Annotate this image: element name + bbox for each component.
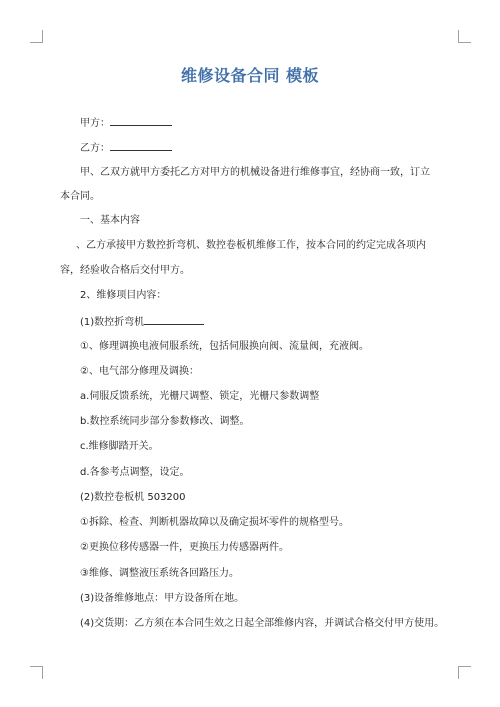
sub1-heading-line: [80, 314, 204, 330]
sub1-item-b: b.数控系统同步部分参数修改、调整。: [80, 416, 250, 427]
sub2-item-2: ②更换位移传感器一件，更换压力传感器两件。: [80, 542, 289, 553]
party-b-line: [80, 140, 172, 156]
sub2-heading: (2)数控卷板机 503200: [80, 492, 186, 503]
sub3-line: (3)设备维修地点：甲方设备所在地。: [80, 593, 245, 604]
party-b-blank[interactable]: [110, 140, 172, 151]
section1-heading: 一、基本内容: [80, 215, 140, 226]
party-a-label: 甲方：: [80, 118, 110, 129]
sub1-item-d: d.各参考点调整，设定。: [80, 467, 190, 478]
section1-line-1: 、乙方承接甲方数控折弯机、数控卷板机维修工作，按本合同的约定完成各项内: [76, 240, 426, 251]
party-b-label: 乙方：: [80, 143, 110, 154]
sub1-item-c: c.维修脚踏开关。: [80, 441, 159, 452]
sub1-item-1: ①、修理调换电液伺服系统，包括伺服换向阀、流量阀，充液阀。: [80, 341, 369, 352]
sub1-heading: (1)数控折弯机: [80, 317, 145, 328]
intro-line-2: 本合同。: [60, 191, 100, 202]
party-a-blank[interactable]: [110, 115, 172, 126]
item2-heading: 2、维修项目内容：: [80, 290, 167, 301]
section1-line-2: 容，经验收合格后交付甲方。: [60, 265, 190, 276]
party-a-line: [80, 115, 172, 131]
sub2-item-1: ①拆除、检查、判断机器故障以及确定损坏零件的规格型号。: [80, 517, 349, 528]
crop-mark-top-right: [458, 30, 471, 43]
crop-mark-bottom-left: [30, 666, 43, 679]
crop-mark-bottom-right: [458, 666, 471, 679]
intro-line-1: 甲、乙双方就甲方委托乙方对甲方的机械设备进行维修事宜，经协商一致，订立: [80, 167, 430, 178]
sub2-item-3: ③维修、调整液压系统各回路压力。: [80, 568, 239, 579]
sub1-item-a: a.伺服反馈系统，光栅尺调整、锁定，光栅尺参数调整: [80, 391, 320, 402]
sub1-blank[interactable]: [144, 314, 204, 325]
sub1-item-2: ②、电气部分修理及调换：: [80, 366, 199, 377]
sub4-line: (4)交货期：乙方须在本合同生效之日起全部维修内容，并调试合格交付甲方使用。: [80, 618, 445, 629]
crop-mark-top-left: [30, 30, 43, 43]
document-title: 维修设备合同 模板: [180, 66, 320, 85]
